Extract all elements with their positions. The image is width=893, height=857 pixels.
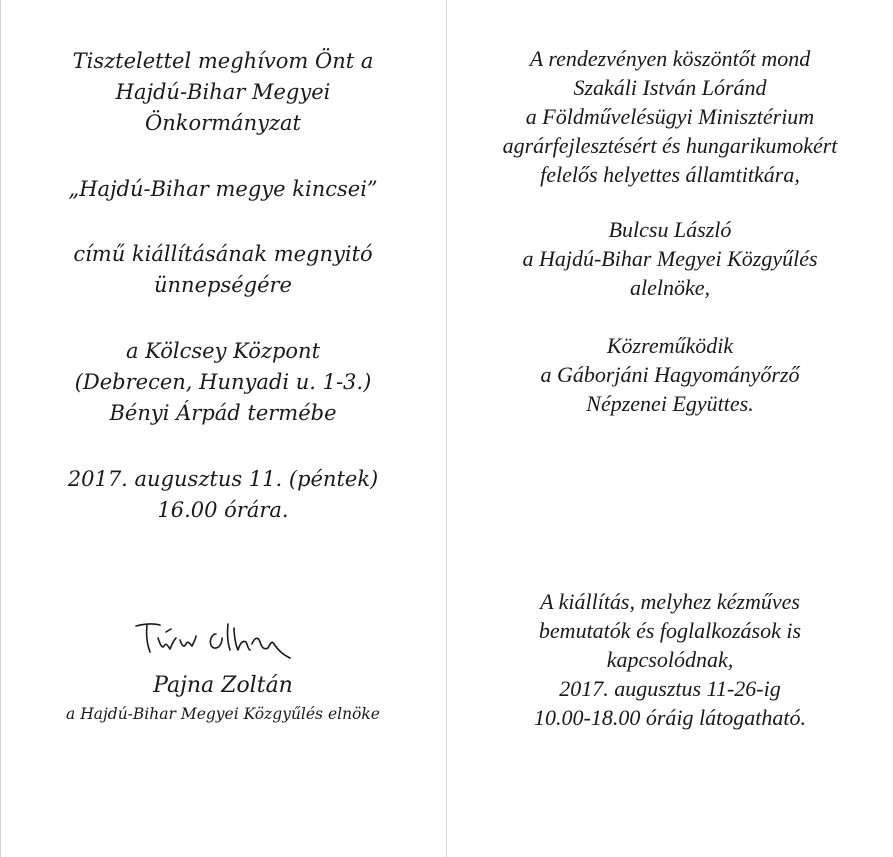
exhibition-info-line: kapcsolódnak, xyxy=(606,647,734,672)
performers-text xyxy=(447,331,893,418)
right-panel xyxy=(447,0,893,857)
venue-line: Bényi Árpád termébe xyxy=(109,401,337,425)
signer-title: a Hajdú-Bihar Megyei Közgyűlés elnöke xyxy=(66,705,380,723)
left-panel xyxy=(0,0,446,857)
performers-line: Közreműködik xyxy=(606,333,734,358)
exhibition-info-line: 2017. augusztus 11-26-ig xyxy=(559,676,781,701)
venue-line: a Kölcsey Központ xyxy=(125,339,321,363)
exhibition-info-line: A kiállítás, melyhez kézműves xyxy=(540,589,800,614)
exhibition-title-line: „Hajdú-Bihar megye kincsei” xyxy=(68,177,378,201)
greeting-line: a Földművelésügyi Minisztérium xyxy=(525,104,815,129)
speaker2-line: a Hajdú-Bihar Megyei Közgyűlés xyxy=(522,246,818,271)
greeting-text xyxy=(447,44,893,189)
exhibition-info-text xyxy=(447,587,893,732)
speaker2-line: alelnöke, xyxy=(629,275,711,300)
greeting-line: Szakáli István Lóránd xyxy=(573,75,767,100)
performers-line: Népzenei Együttes. xyxy=(586,391,754,416)
exhibition-info-line: 10.00-18.00 óráig látogatható. xyxy=(534,705,806,730)
greeting-line: A rendezvényen köszöntőt mond xyxy=(529,46,811,71)
handwritten-signature xyxy=(130,616,295,666)
datetime-line: 16.00 órára. xyxy=(157,498,289,522)
invitation-text xyxy=(0,46,446,139)
speaker2-line: Bulcsu László xyxy=(608,217,732,242)
signer-name: Pajna Zoltán xyxy=(153,673,293,698)
exhibition-title xyxy=(0,174,446,205)
opening-line: című kiállításának megnyitó xyxy=(73,242,373,266)
venue-line: (Debrecen, Hunyadi u. 1-3.) xyxy=(74,370,372,394)
datetime-text xyxy=(0,464,446,526)
opening-text xyxy=(0,239,446,301)
opening-line: ünnepségére xyxy=(154,273,292,297)
exhibition-info-line: bemutatók és foglalkozások is xyxy=(538,618,802,643)
greeting-line: agrárfejlesztésért és hungarikumokért xyxy=(502,133,838,158)
speaker2-text xyxy=(447,215,893,302)
invitation-line: Hajdú-Bihar Megyei xyxy=(115,80,331,104)
venue-text xyxy=(0,336,446,429)
invitation-line: Tisztelettel meghívom Önt a xyxy=(72,49,374,73)
datetime-line: 2017. augusztus 11. (péntek) xyxy=(67,467,379,491)
performers-line: a Gáborjáni Hagyományőrző xyxy=(540,362,800,387)
invitation-line: Önkormányzat xyxy=(145,111,301,135)
greeting-line: felelős helyettes államtitkára, xyxy=(540,162,800,187)
